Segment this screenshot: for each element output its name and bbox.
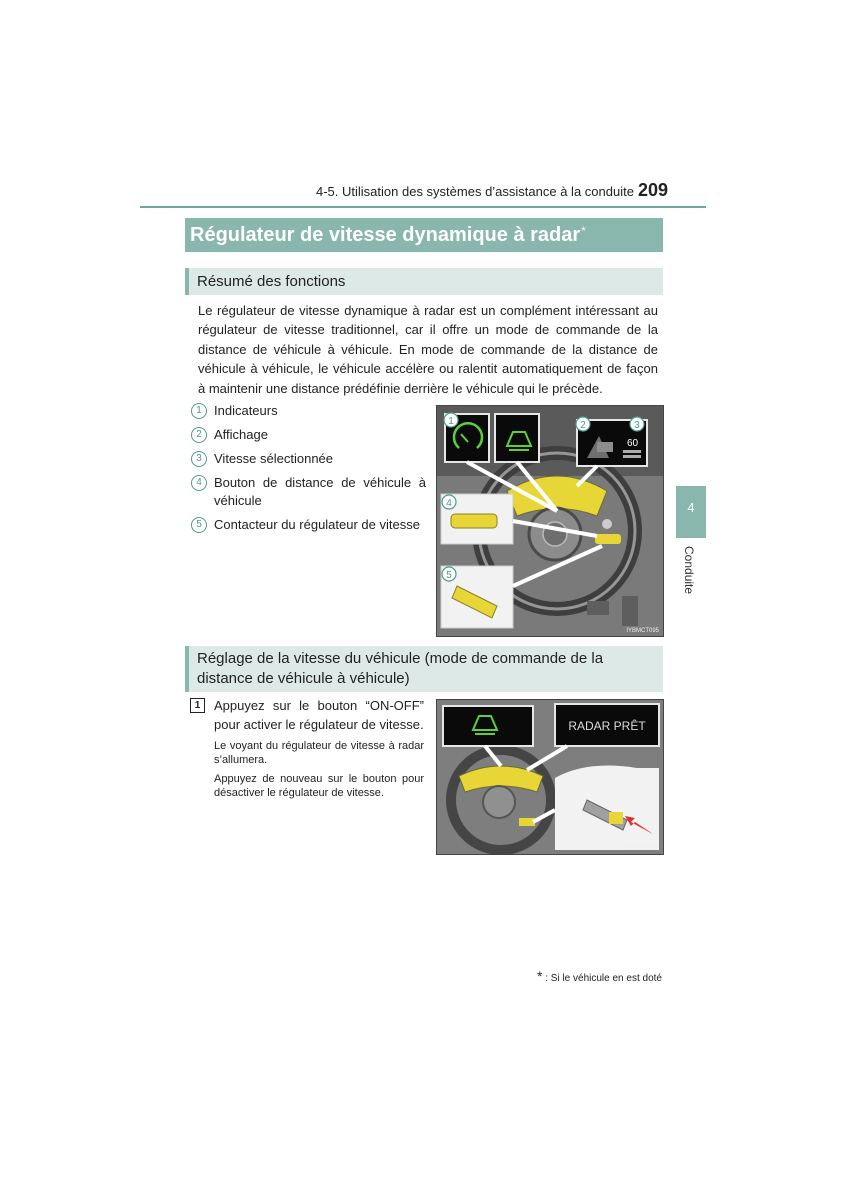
- chapter-label: Conduite: [682, 546, 696, 595]
- item-label: Indicateurs: [214, 403, 278, 418]
- item-label: Vitesse sélectionnée: [214, 451, 334, 466]
- section-path: 4-5. Utilisation des systèmes d’assistance à la conduite: [316, 184, 634, 199]
- item-number: 2: [191, 427, 207, 443]
- figure-code: IYBMCT106: [626, 846, 659, 852]
- list-item: [190, 450, 426, 468]
- cockpit-illustration: [437, 406, 663, 636]
- page-title-text: Régulateur de vitesse dynamique à radar: [190, 224, 581, 246]
- intro-paragraph: Le régulateur de vitesse dynamique à radar est un complément intéressant au régulateur de vitesse traditionnel, car il offre un mode de commande de la distance de véhicule à véhicule. En mode de commande de la distance de véhicule à véhicule, le véhicule accélère ou ralentit automatiquement de façon à maintenir une distance prédéfinie derrière le véhicule qui le précède.: [198, 303, 658, 396]
- page-number: 209: [638, 180, 669, 200]
- section-heading-summary: [185, 268, 663, 295]
- callout-2: 2: [580, 420, 586, 431]
- item-number: 4: [191, 475, 207, 491]
- list-item: [190, 474, 426, 510]
- callout-4: 4: [446, 498, 452, 509]
- heading-edge: [185, 646, 189, 692]
- item-number: 5: [191, 517, 207, 533]
- list-item: [190, 426, 426, 444]
- step-number: 1: [190, 698, 205, 713]
- chapter-number: 4: [687, 500, 695, 515]
- footnote-star: *: [537, 968, 543, 984]
- title-footnote-marker: *: [581, 224, 586, 238]
- cockpit-overview-figure: [436, 405, 664, 637]
- callout-3: 3: [634, 420, 640, 431]
- display-speed-value: 60: [627, 438, 639, 449]
- on-off-figure: [436, 699, 664, 855]
- step-note: Le voyant du régulateur de vitesse à radar s’allumera.: [214, 740, 424, 766]
- callout-1: 1: [448, 416, 454, 427]
- footnote-text: : Si le véhicule en est doté: [545, 973, 662, 984]
- footnote: [537, 968, 662, 984]
- item-number: 3: [191, 451, 207, 467]
- step-text: Appuyez sur le bouton “ON-OFF” pour activer le régulateur de vitesse.: [214, 698, 424, 733]
- callout-5: 5: [446, 570, 452, 581]
- on-off-illustration: [437, 700, 663, 854]
- section-heading-speed-setting: [185, 646, 663, 692]
- item-label: Contacteur du régulateur de vitesse: [214, 517, 420, 532]
- section-heading-text: Résumé des fonctions: [197, 273, 346, 290]
- component-list: [190, 402, 426, 540]
- item-label: Bouton de distance de véhicule à véhicule: [214, 475, 426, 508]
- page-title: [185, 218, 663, 252]
- list-item: [190, 402, 426, 420]
- header-rule: [140, 206, 706, 208]
- item-label: Affichage: [214, 427, 268, 442]
- chapter-tab: [676, 486, 706, 538]
- list-item: [190, 516, 426, 534]
- figure-code: IYBMCT095: [626, 628, 659, 634]
- item-number: 1: [191, 403, 207, 419]
- heading-edge: [185, 268, 189, 295]
- radar-ready-text: RADAR PRÊT: [568, 719, 646, 733]
- step-note: Appuyez de nouveau sur le bouton pour désactiver le régulateur de vitesse.: [214, 773, 424, 799]
- section-heading-text: Réglage de la vitesse du véhicule (mode de commande de la distance de véhicule à véhicule): [197, 650, 604, 687]
